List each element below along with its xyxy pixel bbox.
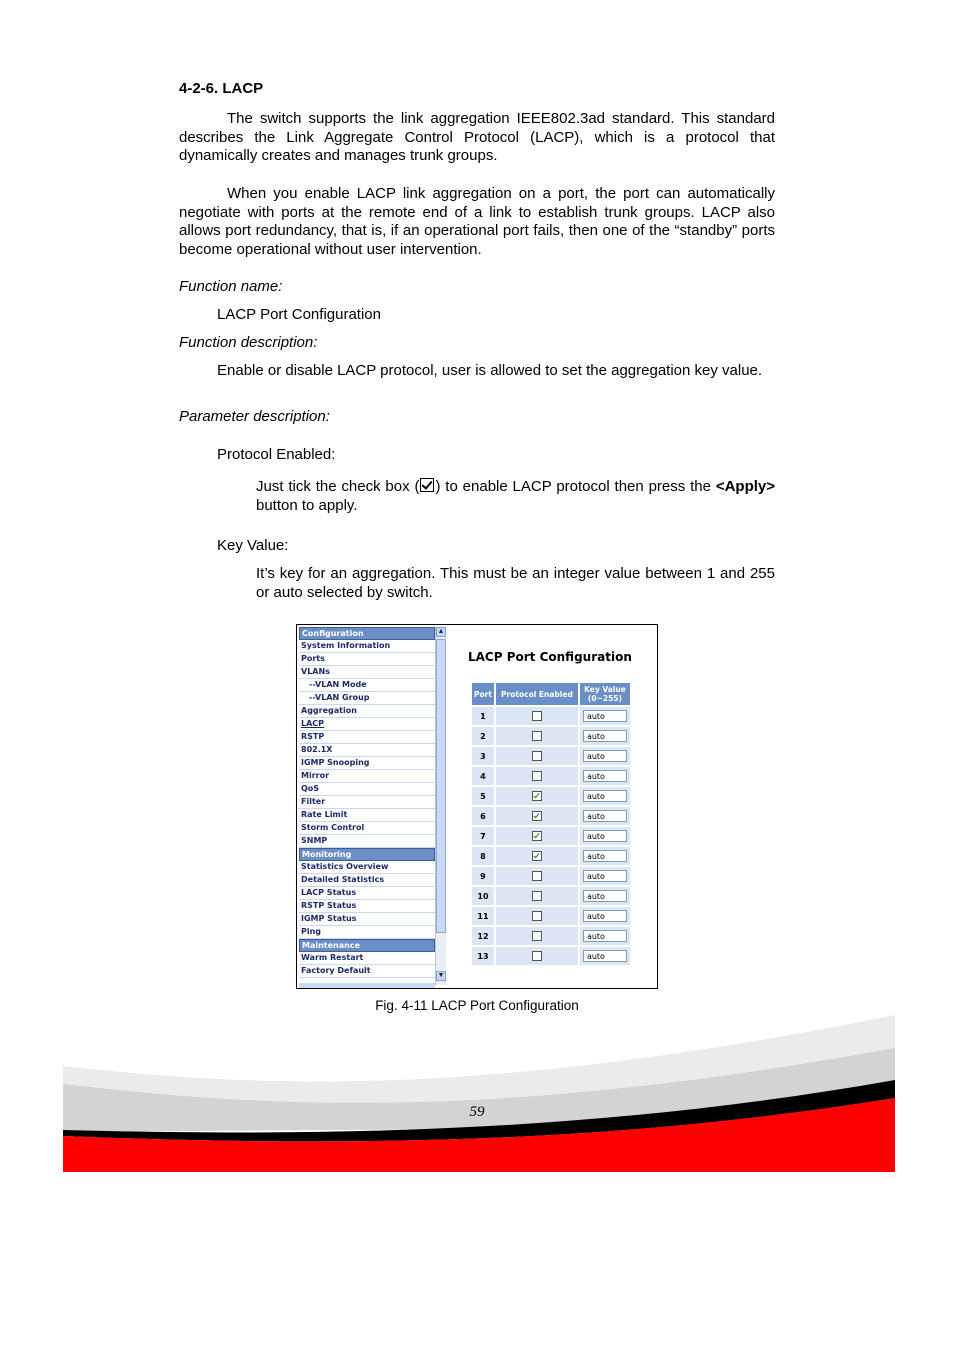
key-value-input[interactable]: auto (583, 710, 627, 722)
port-number: 6 (472, 807, 494, 825)
menu-item[interactable]: System Information (299, 640, 435, 653)
key-value-input[interactable]: auto (583, 770, 627, 782)
protocol-enabled-description: Just tick the check box ( ) to enable LACP protocol then press the <Apply> button to apply. (256, 478, 775, 514)
protocol-enabled-checkbox[interactable] (532, 791, 542, 801)
menu-item[interactable]: Mirror (299, 770, 435, 783)
table-row (472, 947, 630, 965)
port-number: 1 (472, 707, 494, 725)
port-number: 10 (472, 887, 494, 905)
protocol-cell (496, 827, 578, 845)
page-title: LACP Port Configuration (468, 650, 632, 664)
menu-item[interactable]: Ports (299, 653, 435, 666)
key-value-input[interactable]: auto (583, 910, 627, 922)
menu-item[interactable]: Storm Control (299, 822, 435, 835)
apply-keyword: <Apply> (715, 478, 775, 495)
protocol-enabled-checkbox[interactable] (532, 871, 542, 881)
function-name-value: LACP Port Configuration (217, 306, 381, 323)
port-number: 2 (472, 727, 494, 745)
key-cell (580, 727, 630, 745)
key-value-input[interactable]: auto (583, 950, 627, 962)
table-row (472, 867, 630, 885)
protocol-enabled-checkbox[interactable] (532, 751, 542, 761)
lacp-table (470, 681, 632, 967)
menu-item[interactable]: --VLAN Mode (299, 679, 435, 692)
menu-item[interactable]: IGMP Snooping (299, 757, 435, 770)
protocol-cell (496, 927, 578, 945)
menu-item[interactable]: LACP (299, 718, 435, 731)
menu-item[interactable]: Warm Restart (299, 952, 435, 965)
lacp-paragraph: When you enable LACP link aggregation on a port, the port can automatically negotiate with ports at the remote end of a link to establish trunk groups. LACP also allows port redundancy, that is, if an operational port fails, then one of the “standby” ports become operational without user intervention. (179, 185, 775, 258)
protocol-cell (496, 887, 578, 905)
page-number: 59 (469, 1104, 485, 1120)
section-heading: 4-2-6. LACP (179, 80, 264, 97)
key-value-input[interactable]: auto (583, 790, 627, 802)
protocol-cell (496, 867, 578, 885)
menu-scrollbar[interactable] (435, 627, 446, 985)
key-value-input[interactable]: auto (583, 810, 627, 822)
port-number: 8 (472, 847, 494, 865)
key-cell (580, 907, 630, 925)
key-value-input[interactable]: auto (583, 890, 627, 902)
key-cell (580, 807, 630, 825)
table-row (472, 727, 630, 745)
table-row (472, 907, 630, 925)
port-number: 9 (472, 867, 494, 885)
port-number: 7 (472, 827, 494, 845)
key-cell (580, 847, 630, 865)
protocol-cell (496, 947, 578, 965)
menu-item[interactable]: IGMP Status (299, 913, 435, 926)
key-cell (580, 887, 630, 905)
protocol-enabled-checkbox[interactable] (532, 931, 542, 941)
horizontal-scrollbar[interactable] (299, 983, 435, 988)
menu-section-header[interactable]: Monitoring (299, 848, 435, 861)
column-header-protocol: Protocol Enabled (496, 683, 578, 705)
port-number: 12 (472, 927, 494, 945)
menu-item[interactable]: SNMP (299, 835, 435, 848)
table-row (472, 847, 630, 865)
protocol-cell (496, 707, 578, 725)
protocol-cell (496, 727, 578, 745)
key-cell (580, 707, 630, 725)
menu-section-header[interactable]: Maintenance (299, 939, 435, 952)
protocol-enabled-checkbox[interactable] (532, 711, 542, 721)
intro-paragraph: The switch supports the link aggregation IEEE802.3ad standard. This standard describes the Link Aggregate Control Protocol (LACP), which is a protocol that dynamically creates and manages trunk groups. (179, 110, 775, 164)
key-cell (580, 787, 630, 805)
side-menu (299, 627, 435, 985)
column-header-port: Port (472, 683, 494, 705)
key-value-input[interactable]: auto (583, 750, 627, 762)
port-number: 13 (472, 947, 494, 965)
protocol-cell (496, 807, 578, 825)
menu-item[interactable]: Factory Default (299, 965, 435, 978)
protocol-cell (496, 747, 578, 765)
table-row (472, 807, 630, 825)
table-row (472, 827, 630, 845)
table-row (472, 887, 630, 905)
figure-caption: Fig. 4-11 LACP Port Configuration (375, 998, 579, 1013)
key-value-input[interactable]: auto (583, 730, 627, 742)
function-description-label: Function description: (179, 334, 318, 351)
protocol-enabled-checkbox[interactable] (532, 811, 542, 821)
menu-item[interactable]: RSTP Status (299, 900, 435, 913)
key-value-input[interactable]: auto (583, 830, 627, 842)
protocol-cell (496, 767, 578, 785)
function-name-label: Function name: (179, 278, 283, 295)
menu-item[interactable]: Rate Limit (299, 809, 435, 822)
menu-item[interactable]: Detailed Statistics (299, 874, 435, 887)
protocol-enabled-checkbox[interactable] (532, 891, 542, 901)
menu-item[interactable]: RSTP (299, 731, 435, 744)
port-number: 11 (472, 907, 494, 925)
protocol-enabled-label: Protocol Enabled: (217, 446, 336, 463)
key-cell (580, 927, 630, 945)
key-value-label: Key Value: (217, 537, 289, 554)
menu-section-header[interactable]: Configuration (299, 627, 435, 640)
function-description-value: Enable or disable LACP protocol, user is allowed to set the aggregation key value. (217, 362, 763, 379)
scroll-up-icon[interactable]: ▲ (437, 628, 445, 635)
menu-item[interactable]: Ping (299, 926, 435, 939)
checkbox-icon (420, 478, 434, 492)
menu-item[interactable]: LACP Status (299, 887, 435, 900)
key-cell (580, 767, 630, 785)
protocol-enabled-checkbox[interactable] (532, 851, 542, 861)
menu-item[interactable]: Statistics Overview (299, 861, 435, 874)
menu-item[interactable]: Aggregation (299, 705, 435, 718)
key-cell (580, 747, 630, 765)
protocol-enabled-checkbox[interactable] (532, 911, 542, 921)
menu-item[interactable]: 802.1X (299, 744, 435, 757)
table-row (472, 747, 630, 765)
protocol-enabled-checkbox[interactable] (532, 771, 542, 781)
protocol-cell (496, 907, 578, 925)
key-value-description: It’s key for an aggregation. This must be an integer value between 1 and 255 or auto selected by switch. (256, 565, 775, 601)
menu-item[interactable]: VLANs (299, 666, 435, 679)
menu-item[interactable]: QoS (299, 783, 435, 796)
column-header-key: Key Value (0~255) (580, 683, 630, 705)
key-value-input[interactable]: auto (583, 930, 627, 942)
lacp-screenshot (296, 624, 658, 989)
footer-swoosh (63, 1010, 895, 1172)
protocol-enabled-checkbox[interactable] (532, 731, 542, 741)
parameter-description-label: Parameter description: (179, 408, 330, 425)
key-cell (580, 947, 630, 965)
scroll-thumb[interactable] (436, 639, 446, 933)
port-number: 4 (472, 767, 494, 785)
key-value-input[interactable]: auto (583, 870, 627, 882)
key-cell (580, 867, 630, 885)
key-cell (580, 827, 630, 845)
protocol-cell (496, 847, 578, 865)
table-row (472, 707, 630, 725)
protocol-enabled-checkbox[interactable] (532, 951, 542, 961)
table-row (472, 787, 630, 805)
menu-item[interactable]: Filter (299, 796, 435, 809)
menu-item[interactable]: --VLAN Group (299, 692, 435, 705)
scroll-down-icon[interactable]: ▼ (437, 972, 445, 979)
table-row (472, 927, 630, 945)
port-number: 3 (472, 747, 494, 765)
protocol-enabled-checkbox[interactable] (532, 831, 542, 841)
table-row (472, 767, 630, 785)
port-number: 5 (472, 787, 494, 805)
key-value-input[interactable]: auto (583, 850, 627, 862)
protocol-cell (496, 787, 578, 805)
